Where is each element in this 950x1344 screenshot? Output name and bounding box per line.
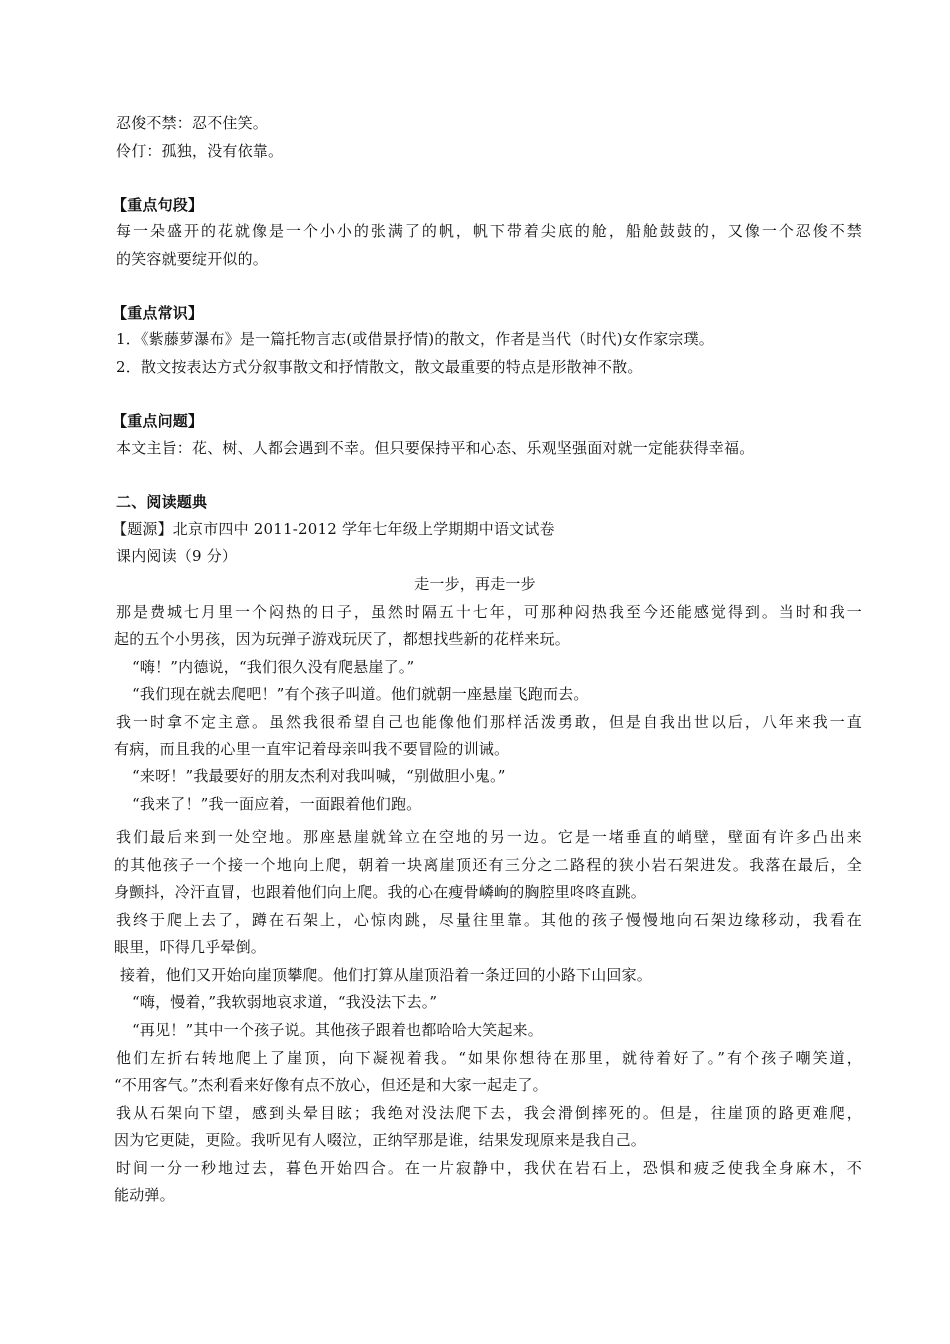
passage-line: 我终于爬上去了，蹲在石架上，心惊肉跳，尽量往里靠。其他的孩子慢慢地向石架边缘移动，我看在 xyxy=(116,911,862,929)
reading-subtitle: 课内阅读（9 分） xyxy=(116,547,238,565)
knowledge-item-1: 1．《紫藤萝瀑布》是一篇托物言志(或借景抒情)的散文，作者是当代（时代)女作家宗璞。 xyxy=(116,330,715,348)
passage-line: “再见！”其中一个孩子说。其他孩子跟着也都哈哈大笑起来。 xyxy=(132,1021,543,1039)
question-source: 【题源】北京市四中 2011-2012 学年七年级上学期期中语文试卷 xyxy=(112,520,555,538)
passage-line: “我们现在就去爬吧！”有个孩子叫道。他们就朝一座悬崖飞跑而去。 xyxy=(132,685,589,703)
heading-key-knowledge: 【重点常识】 xyxy=(112,304,204,322)
passage-line: 那是费城七月里一个闷热的日子，虽然时隔五十七年，可那种闷热我至今还能感觉得到。当时和我一 xyxy=(116,603,862,621)
passage-line: 接着，他们又开始向崖顶攀爬。他们打算从崖顶沿着一条迂回的小路下山回家。 xyxy=(120,966,653,984)
passage-title: 走一步，再走一步 xyxy=(414,575,536,593)
passage-line: 眼里，吓得几乎晕倒。 xyxy=(114,938,267,956)
vocab-line-1: 忍俊不禁：忍不住笑。 xyxy=(116,114,269,132)
passage-line: 因为它更陡，更险。我听见有人啜泣，正纳罕那是谁，结果发现原来是我自己。 xyxy=(114,1131,647,1149)
vocab-line-2: 伶仃：孤独，没有依靠。 xyxy=(116,142,284,160)
heading-key-questions: 【重点问题】 xyxy=(112,412,204,430)
passage-line: 我们最后来到一处空地。那座悬崖就耸立在空地的另一边。它是一堵垂直的峭壁，壁面有许多凸出来 xyxy=(116,828,862,846)
passage-line: 他们左折右转地爬上了崖顶，向下凝视着我。“如果你想待在那里，就待着好了。”有个孩子嘲笑道， xyxy=(116,1049,862,1067)
key-sentence-line-2: 的笑容就要绽开似的。 xyxy=(116,250,269,268)
passage-line: 有病，而且我的心里一直牢记着母亲叫我不要冒险的训诫。 xyxy=(114,740,510,758)
key-questions-text: 本文主旨：花、树、人都会遇到不幸。但只要保持平和心态、乐观坚强面对就一定能获得幸福。 xyxy=(116,439,755,457)
passage-line: 的其他孩子一个接一个地向上爬，朝着一块离崖顶还有三分之二路程的狭小岩石架进发。我落在最后，全 xyxy=(114,856,862,874)
knowledge-item-2: 2．散文按表达方式分叙事散文和抒情散文，散文最重要的特点是形散神不散。 xyxy=(116,358,643,376)
key-sentence-line-1: 每一朵盛开的花就像是一个小小的张满了的帆，帆下带着尖底的舱，船舱鼓鼓的，又像一个忍俊不禁 xyxy=(116,222,862,240)
passage-line: 时间一分一秒地过去，暮色开始四合。在一片寂静中，我伏在岩石上，恐惧和疲乏使我全身麻木，不 xyxy=(116,1159,862,1177)
passage-line: 起的五个小男孩，因为玩弹子游戏玩厌了，都想找些新的花样来玩。 xyxy=(114,630,571,648)
passage-line: “来呀！”我最要好的朋友杰利对我叫喊，“别做胆小鬼。” xyxy=(132,767,506,785)
section-heading-reading: 二、阅读题典 xyxy=(116,493,208,511)
passage-line: “我来了！”我一面应着，一面跟着他们跑。 xyxy=(132,795,422,813)
passage-line: “嗨，慢着，”我软弱地哀求道，“我没法下去。” xyxy=(132,993,438,1011)
heading-key-sentences: 【重点句段】 xyxy=(112,196,204,214)
passage-line: “嗨！”内德说，“我们很久没有爬悬崖了。” xyxy=(132,658,415,676)
passage-line: 我一时拿不定主意。虽然我很希望自己也能像他们那样活泼勇敢，但是自我出世以后，八年来我一直 xyxy=(116,713,862,731)
passage-line: “不用客气。”杰利看来好像有点不放心，但还是和大家一起走了。 xyxy=(114,1076,548,1094)
passage-line: 身颤抖，冷汗直冒，也跟着他们向上爬。我的心在瘦骨嶙峋的胸腔里咚咚直跳。 xyxy=(114,883,647,901)
passage-line: 我从石架向下望，感到头晕目眩；我绝对没法爬下去，我会滑倒摔死的。但是，往崖顶的路更难爬， xyxy=(116,1104,862,1122)
passage-line: 能动弹。 xyxy=(114,1186,175,1204)
